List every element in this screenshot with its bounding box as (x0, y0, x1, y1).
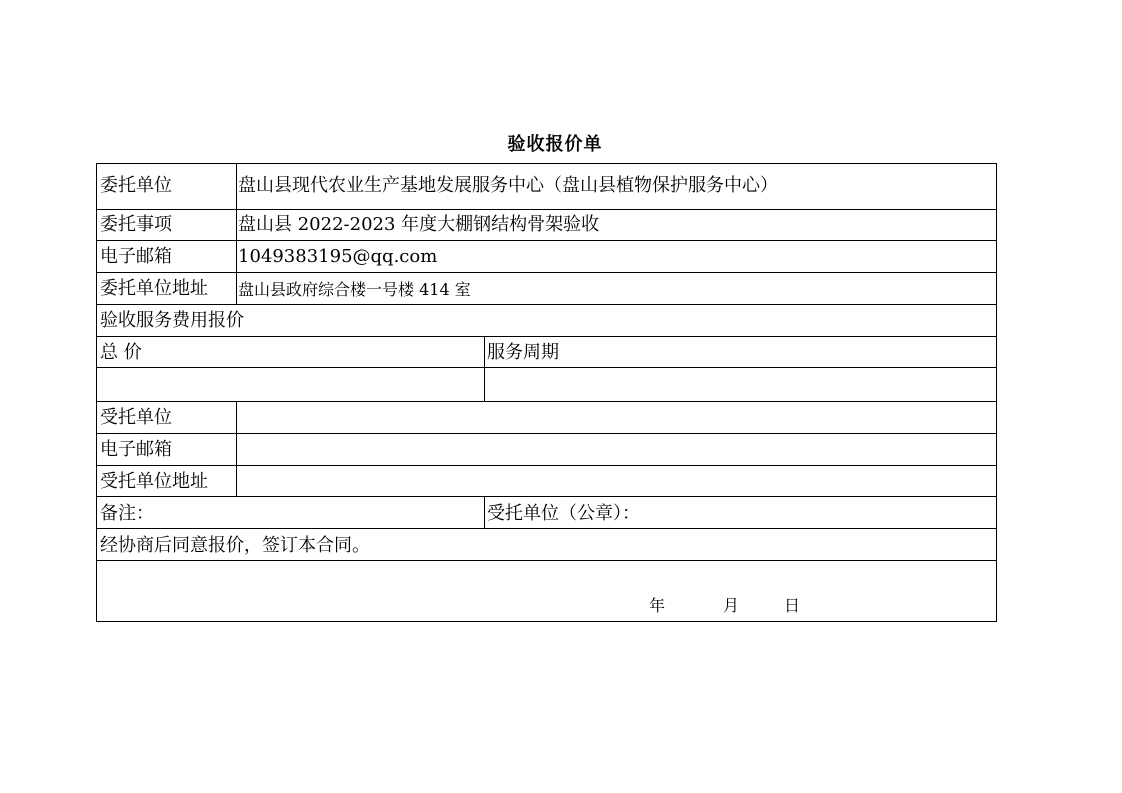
service-period-label: 服务周期 (487, 342, 559, 363)
row-divider (96, 367, 997, 368)
date-day: 日 (784, 596, 801, 615)
contractor-unit-label: 受托单位 (100, 407, 172, 428)
row-divider (96, 465, 997, 466)
row-divider (96, 336, 997, 337)
row-divider (96, 240, 997, 241)
contractor-email-label: 电子邮箱 (100, 439, 172, 460)
row-divider (96, 304, 997, 305)
contractor-address-label: 受托单位地址 (100, 471, 208, 492)
date-month: 月 (723, 596, 740, 615)
table-border-left (96, 163, 97, 622)
row-divider (96, 560, 997, 561)
row-divider (96, 272, 997, 273)
half-column-divider (484, 336, 485, 401)
table-border-bottom (96, 621, 997, 622)
row-divider (96, 496, 997, 497)
client-address-value: 盘山县政府综合楼一号楼 414 室 (238, 280, 471, 299)
label-column-divider (236, 401, 237, 497)
client-email-value: 1049383195@qq.com (238, 246, 438, 267)
row-divider (96, 528, 997, 529)
client-matter-label: 委托事项 (100, 214, 172, 235)
quotation-table (96, 163, 997, 622)
table-border-right (996, 163, 997, 622)
table-border-top (96, 163, 997, 164)
document-title: 验收报价单 (507, 134, 603, 155)
agreement-text: 经协商后同意报价，签订本合同。 (100, 535, 370, 556)
contractor-seal-label: 受托单位（公章）： (487, 503, 640, 524)
label-column-divider (236, 163, 237, 304)
fee-section-label: 验收服务费用报价 (100, 310, 244, 331)
client-matter-value: 盘山县 2022-2023 年度大棚钢结构骨架验收 (238, 214, 600, 235)
total-price-label: 总 价 (100, 342, 142, 363)
remarks-label: 备注： (100, 503, 154, 524)
date-year: 年 (649, 596, 666, 615)
half-column-divider (484, 496, 485, 528)
client-unit-value: 盘山县现代农业生产基地发展服务中心（盘山县植物保护服务中心） (238, 175, 778, 196)
client-email-label: 电子邮箱 (100, 246, 172, 267)
client-unit-label: 委托单位 (100, 175, 172, 196)
row-divider (96, 401, 997, 402)
row-divider (96, 209, 997, 210)
row-divider (96, 433, 997, 434)
client-address-label: 委托单位地址 (100, 278, 208, 299)
